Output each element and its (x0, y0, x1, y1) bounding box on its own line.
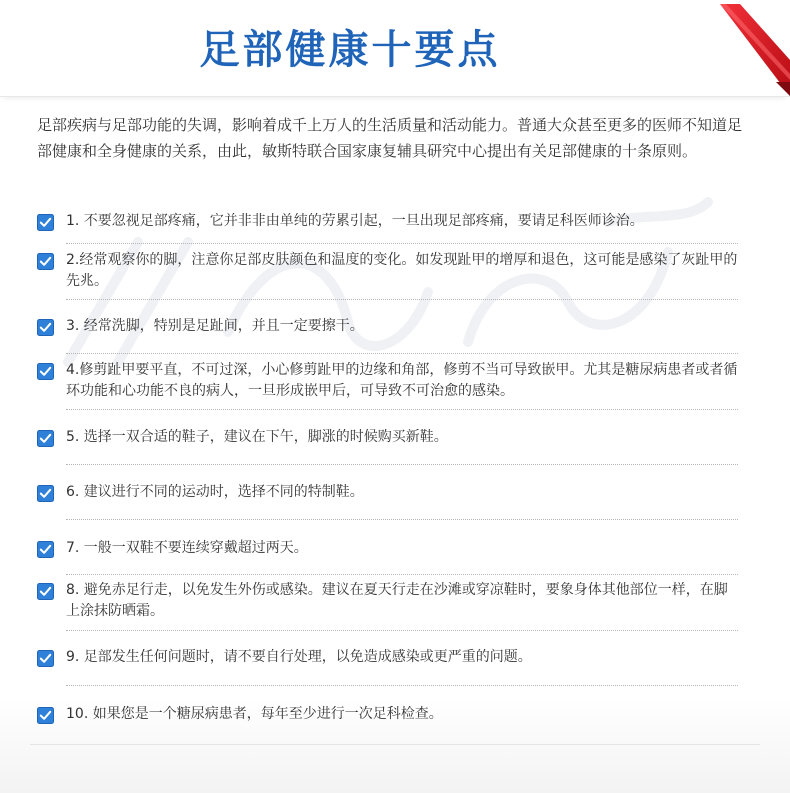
dotted-divider (66, 353, 738, 354)
item-text: 5. 选择一双合适的鞋子，建议在下午，脚涨的时候购买新鞋。 (66, 429, 448, 445)
item-text: 1. 不要忽视足部疼痛，它并非非由单纯的劳累引起，一旦出现足部疼痛，要请足科医师诊治。 (66, 213, 644, 229)
item-text: 10. 如果您是一个糖尿病患者，每年至少进行一次足科检查。 (66, 706, 443, 722)
item-text: 3. 经常洗脚，特别是足趾间，并且一定要擦干。 (66, 318, 364, 334)
item-text: 6. 建议进行不同的运动时，选择不同的特制鞋。 (66, 484, 364, 500)
dotted-divider (66, 519, 738, 520)
checkbox-checked-icon (37, 583, 54, 600)
checkbox-checked-icon (37, 707, 54, 724)
checkbox-checked-icon (37, 541, 54, 558)
dotted-divider (66, 574, 738, 575)
checkbox-checked-icon (37, 253, 54, 270)
checkbox-checked-icon (37, 485, 54, 502)
dotted-divider (66, 299, 738, 300)
item-text: 9. 足部发生任何问题时，请不要自行处理，以免造成感染或更严重的问题。 (66, 649, 532, 665)
dotted-divider (66, 243, 738, 244)
page-title: 足部健康十要点 (199, 27, 501, 73)
checkbox-checked-icon (37, 430, 54, 447)
checkbox-checked-icon (37, 363, 54, 380)
item-text: 4.修剪趾甲要平直，不可过深，小心修剪趾甲的边缘和角部，修剪不当可导致嵌甲。尤其是糖尿病患者或者循环功能和心功能不良的病人，一旦形成嵌甲后，可导致不可治愈的感染。 (66, 362, 738, 399)
item-text: 2.经常观察你的脚，注意你足部皮肤颜色和温度的变化。如发现趾甲的增厚和退色，这可能是感染了灰趾甲的先兆。 (66, 252, 738, 289)
checkbox-checked-icon (37, 650, 54, 667)
intro-paragraph: 足部疾病与足部功能的失调，影响着成千上万人的生活质量和活动能力。普通大众甚至更多的医师不知道足部健康和全身健康的关系，由此，敏斯特联合国家康复辅具研究中心提出有关足部健康的十条原则。 (37, 116, 743, 160)
bottom-divider (30, 744, 760, 745)
dotted-divider (66, 464, 738, 465)
item-text: 8. 避免赤足行走，以免发生外伤或感染。建议在夏天行走在沙滩或穿凉鞋时，要象身体其他部位一样，在脚上涂抹防晒霜。 (66, 582, 728, 619)
checkbox-checked-icon (37, 319, 54, 336)
dotted-divider (66, 409, 738, 410)
dotted-divider (66, 630, 738, 631)
checkbox-checked-icon (37, 214, 54, 231)
item-text: 7. 一般一双鞋不要连续穿戴超过两天。 (66, 540, 308, 556)
dotted-divider (66, 685, 738, 686)
